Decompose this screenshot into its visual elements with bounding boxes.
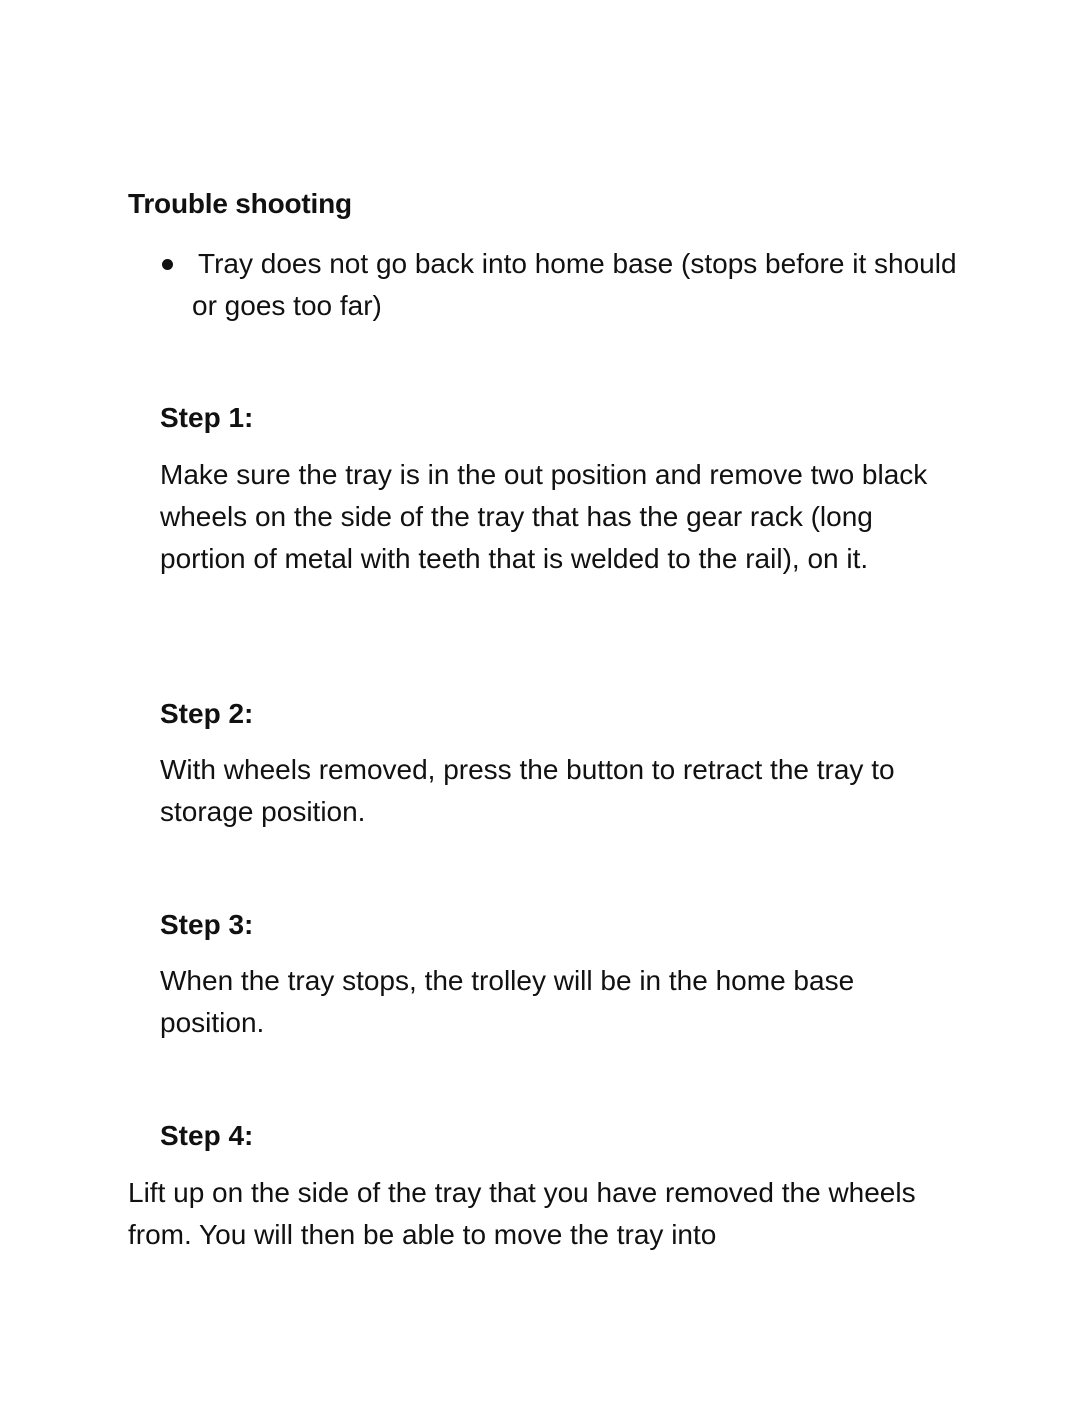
- step-4-title: Step 4:: [160, 1120, 254, 1151]
- step-2-title: Step 2:: [160, 698, 254, 729]
- section-heading: Trouble shooting: [128, 188, 352, 219]
- step-3-title: Step 3:: [160, 909, 254, 940]
- bullet-icon: [162, 259, 173, 270]
- step-2-body: With wheels removed, press the button to retract the tray to storage position.: [160, 754, 895, 827]
- step-1-title: Step 1:: [160, 402, 254, 433]
- bullet-text: Tray does not go back into home base (stops before it should or goes too far): [192, 248, 957, 321]
- step-3-body: When the tray stops, the trolley will be in the home base position.: [160, 965, 855, 1038]
- step-4-body: Lift up on the side of the tray that you have removed the wheels from. You will then be able to move the tray into: [128, 1177, 916, 1250]
- bullet-list-item: [160, 243, 960, 327]
- step-1-body: Make sure the tray is in the out position and remove two black wheels on the side of the tray that has the gear rack (long portion of metal with teeth that is welded to the rail), on it.: [160, 459, 928, 574]
